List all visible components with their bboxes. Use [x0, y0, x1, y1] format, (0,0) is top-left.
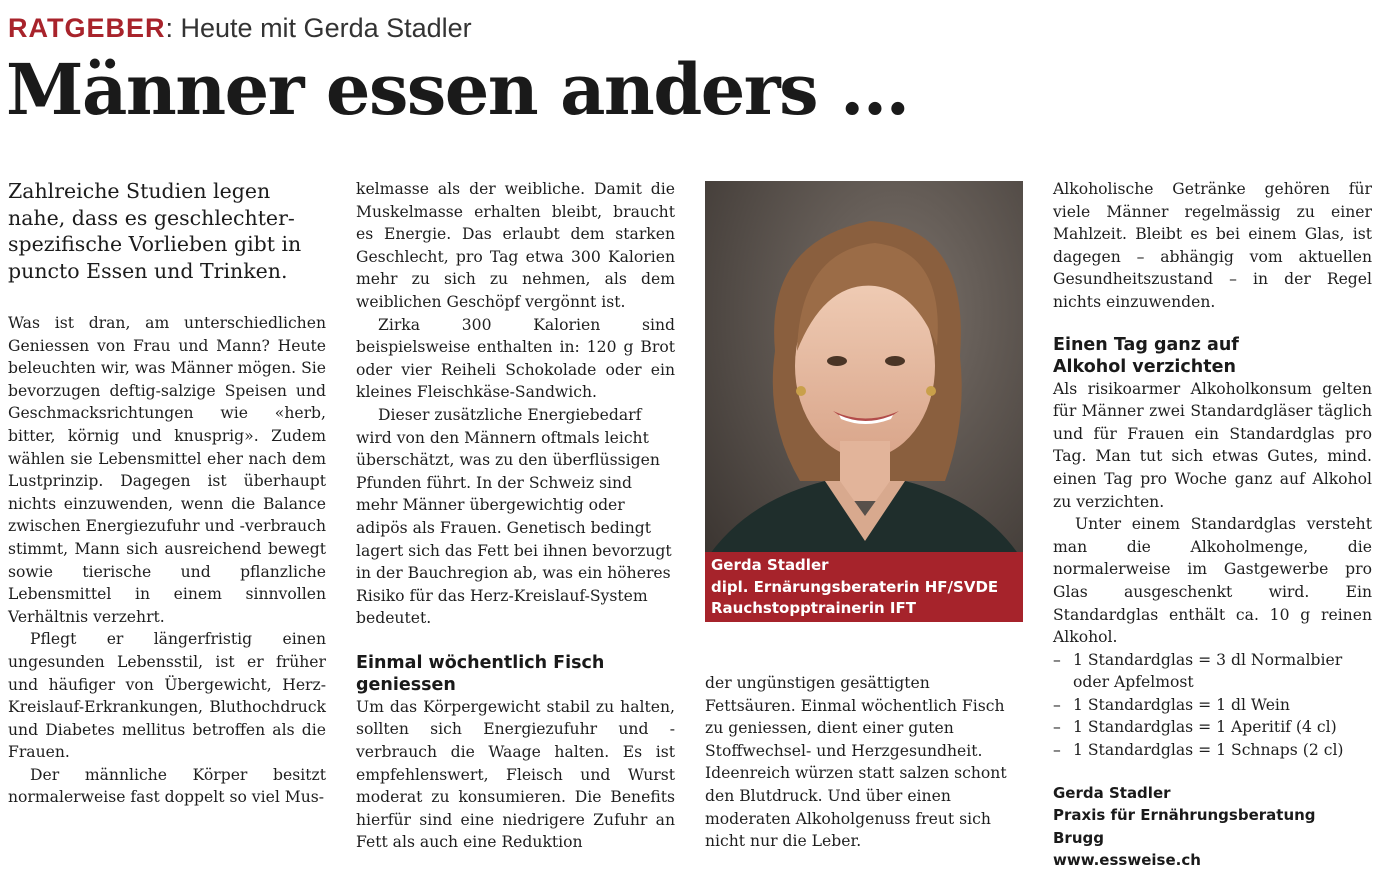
standardglas-list: [1053, 649, 1372, 762]
paragraph: Was ist dran, am unterschiedlichen Geniessen von Frau und Mann? Heute beleuchten wir, was Männer mögen. Sie bevorzugen deftig-salzige Speisen und Geschmacksrichtungen wie «herb, bitter, körnig und knusprig». Zudem wählen sie Lebensmittel eher nach dem Lustprinzip. Dagegen ist überhaupt nichts einzuwenden, wenn die Balance zwischen Energiezufuhr und -verbrauch stimmt, Mann sich ausreichend bewegt sowie tierische und pflanzliche Lebensmittel in einem sinnvollen Verhältnis verzehrt.: [8, 314, 326, 626]
list-item: – 1 Standardglas = 1 dl Wein: [1053, 694, 1372, 717]
subhead-line: Alkohol verzichten: [1053, 356, 1236, 377]
caption-name: Gerda Stadler: [711, 556, 829, 574]
paragraph: Pflegt er längerfristig einen ungesunden Lebensstil, ist er früher und häufiger von Übergewicht, Herz-Kreislauf-Erkrankungen, Bluthochdruck und Diabetes mellitus betroffen als die Frauen.: [8, 630, 326, 762]
paragraph: Alkoholische Getränke gehören für viele Männer regelmässig zu einer Mahlzeit. Bleibt es bei einem Glas, ist dagegen – abhängig vom aktuellen Gesundheitszustand – in der Regel nichts einzuwenden.: [1053, 180, 1372, 311]
paragraph: Dieser zusätzliche Energiebedarf wird von den Männern oftmals leicht überschätzt, was zu den überflüssigen Pfunden führt. In der Schweiz sind mehr Männer übergewichtig oder adipös als Frauen. Genetisch bedingt lagert sich das Fett bei ihnen bevorzugt in der Bauchregion ab, was ein höheres Risiko für das Herz-Kreislauf-System bedeutet.: [356, 405, 672, 628]
kicker: [8, 12, 472, 44]
column-3: [705, 672, 1024, 853]
column-1-body: [8, 312, 326, 809]
paragraph: Der männliche Körper besitzt normalerweise fast doppelt so viel Mus-: [8, 765, 326, 807]
list-item: – 1 Standardglas = 3 dl Normalbier oder Apfelmost: [1053, 650, 1343, 692]
caption-role: Rauchstopptrainerin IFT: [711, 599, 916, 617]
lead-paragraph: Zahlreiche Studien legen nahe, dass es geschlechterspezifische Vorlieben gibt in puncto Essen und Trinken.: [8, 179, 302, 283]
paragraph: Zirka 300 Kalorien sind beispielsweise enthalten in: 120 g Brot oder vier Reiheli Schokolade oder ein kleines Fleischkäse-Sandwich.: [356, 315, 675, 402]
headline: Männer essen anders …: [6, 48, 909, 131]
signature-name: Gerda Stadler: [1053, 783, 1171, 802]
photo-caption: [705, 552, 1023, 622]
dash-marker: –: [1053, 695, 1061, 714]
subhead-fisch: [356, 652, 675, 696]
list-item: – 1 Standardglas = 1 Schnaps (2 cl): [1053, 739, 1372, 762]
kicker-label: RATGEBER: [8, 13, 166, 43]
signature-line: Praxis für Ernährungsberatung: [1053, 806, 1316, 825]
paragraph: Unter einem Standardglas versteht man die Alkoholmenge, die normalerweise im Gastgewerbe pro Glas ausgeschenkt wird. Ein Standardglas enthält ca. 10 g reinen Alkohol.: [1053, 515, 1372, 647]
subhead-line: Einmal wöchentlich Fisch: [356, 652, 605, 673]
dash-marker: –: [1053, 718, 1061, 737]
author-photo: [705, 181, 1023, 622]
signature: [1053, 782, 1372, 872]
signature-line: Brugg: [1053, 828, 1104, 847]
kicker-subtitle: : Heute mit Gerda Stadler: [165, 13, 472, 43]
column-2: [356, 178, 675, 854]
column-1: [8, 178, 326, 809]
subhead-line: geniessen: [356, 674, 456, 695]
paragraph: Als risikoarmer Alkoholkonsum gelten für Männer zwei Standardgläser täglich und für Frauen ein Standardglas pro Tag. Man tut sich etwas Gutes, mind. einen Tag pro Woche ganz auf Alkohol zu verzichten.: [1053, 379, 1372, 511]
dash-marker: –: [1053, 741, 1061, 760]
subhead-alkohol: [1053, 334, 1372, 378]
caption-title: dipl. Ernärungsberaterin HF/SVDE: [711, 577, 999, 596]
signature-url[interactable]: www.essweise.ch: [1053, 851, 1201, 870]
paragraph: Um das Körpergewicht stabil zu halten, sollten sich Energiezufuhr und -verbrauch die Waage halten. Es ist empfehlenswert, Fleisch und Wurst moderat zu konsumieren. Die Benefits hierfür sind eine niedrigere Zufuhr an Fett als auch eine Reduktion: [356, 697, 675, 852]
subhead-line: Einen Tag ganz auf: [1053, 334, 1239, 355]
list-item: – 1 Standardglas = 1 Aperitif (4 cl): [1053, 716, 1372, 739]
dash-marker: –: [1053, 650, 1061, 669]
paragraph: kelmasse als der weibliche. Damit die Muskelmasse erhalten bleibt, braucht es Energie. Das erlaubt dem starken Geschlecht, pro Tag etwa 300 Kalorien mehr zu sich zu nehmen, als dem weiblichen Geschöpf vergönnt ist.: [356, 180, 675, 311]
paragraph: der ungünstigen gesättigten Fettsäuren. Einmal wöchentlich Fisch zu geniessen, dient einer guten Stoffwechsel- und Herzgesundheit. Ideenreich würzen statt salzen schont den Blutdruck. Und über einen moderaten Alkoholgenuss freut sich nicht nur die Leber.: [705, 674, 1007, 851]
column-4: [1053, 178, 1372, 872]
